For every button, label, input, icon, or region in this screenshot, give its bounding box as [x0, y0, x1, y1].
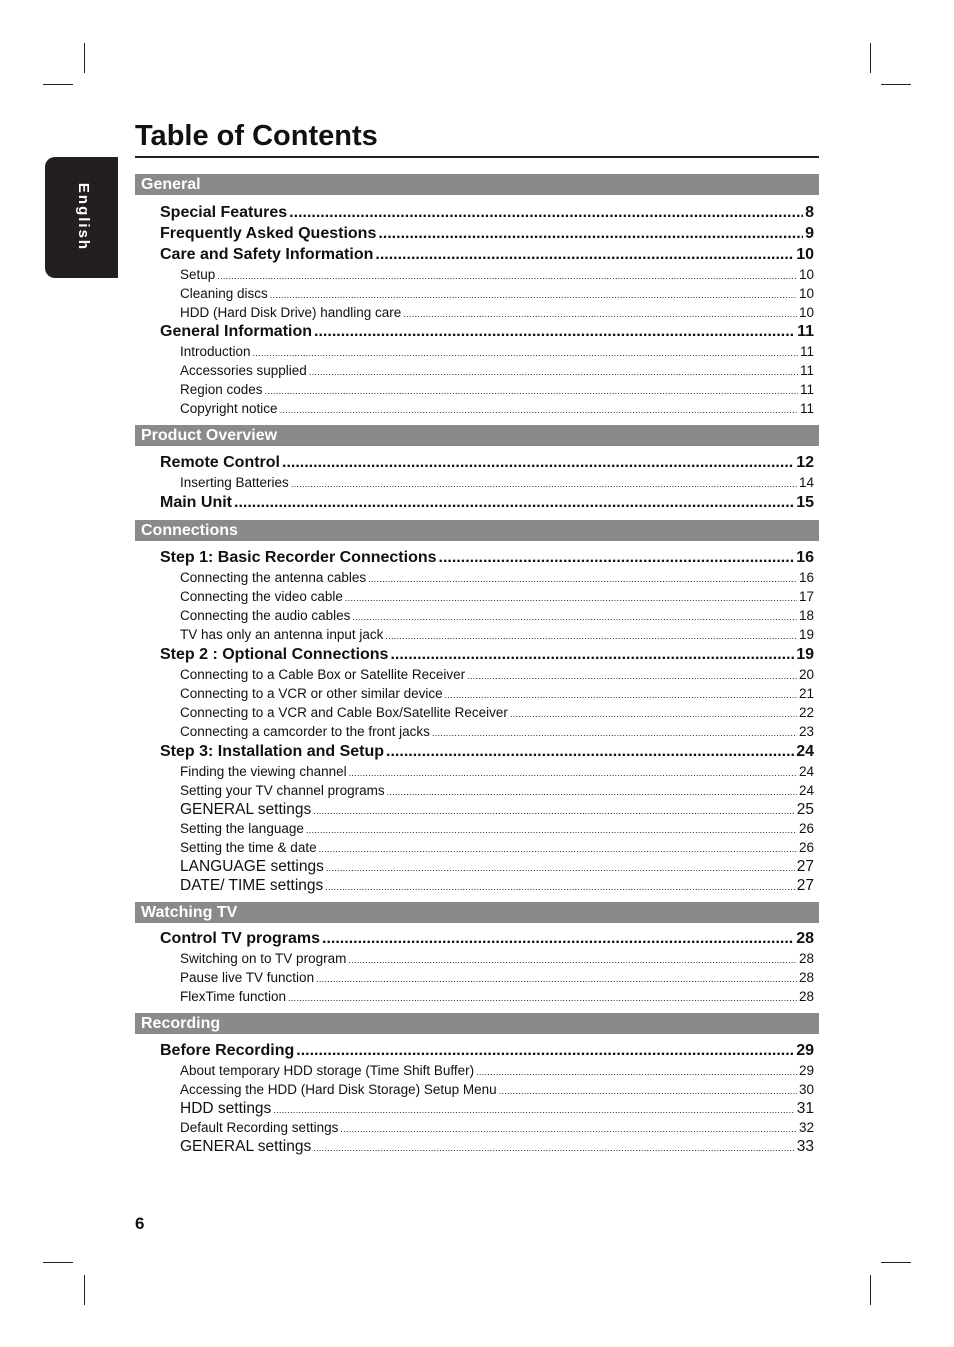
toc-subentry[interactable] — [180, 800, 814, 819]
toc-subentry[interactable] — [180, 266, 814, 284]
crop-mark — [870, 43, 871, 73]
toc-subentry[interactable] — [180, 362, 814, 380]
dot-leader — [322, 929, 794, 949]
dot-leader — [309, 362, 798, 381]
toc-subentry[interactable] — [180, 304, 814, 322]
toc-subentry[interactable] — [180, 820, 814, 838]
toc-entry-title: TV has only an antenna input jack — [180, 627, 384, 642]
toc-entry-title: Step 3: Installation and Setup — [160, 743, 385, 760]
toc-entry-title: Setting the language — [180, 821, 304, 836]
toc-page-number: 28 — [798, 970, 814, 985]
toc-subentry[interactable] — [180, 839, 814, 857]
language-tab — [45, 157, 118, 278]
section-header: Watching TV — [135, 902, 819, 923]
toc-subentry[interactable] — [180, 1119, 814, 1137]
toc-page-number: 27 — [796, 858, 814, 875]
dot-leader — [325, 876, 794, 897]
dot-leader — [476, 1062, 797, 1081]
dot-leader — [313, 800, 795, 821]
dot-leader — [291, 474, 797, 493]
toc-entry[interactable] — [160, 322, 814, 342]
dot-leader — [439, 548, 795, 568]
dot-leader — [313, 1137, 795, 1158]
dot-leader — [282, 453, 794, 473]
toc-entry[interactable] — [160, 203, 814, 223]
toc-entry[interactable] — [160, 493, 814, 513]
toc-page-number: 22 — [798, 705, 814, 720]
dot-leader — [390, 645, 794, 665]
toc-entry-title: Pause live TV function — [180, 970, 315, 985]
toc-entry-title: Main Unit — [160, 494, 232, 511]
toc-entry-title: Connecting the antenna cables — [180, 570, 367, 585]
toc-subentry[interactable] — [180, 588, 814, 606]
title-divider — [135, 156, 819, 158]
toc-subentry[interactable] — [180, 607, 814, 625]
toc-entry-title: HDD (Hard Disk Drive) handling care — [180, 305, 402, 320]
dot-leader — [314, 322, 795, 342]
section-header: Connections — [135, 520, 819, 541]
toc-entry-title: General Information — [160, 323, 313, 340]
toc-subentry[interactable] — [180, 704, 814, 722]
toc-subentry[interactable] — [180, 666, 814, 684]
toc-page-number: 20 — [798, 667, 814, 682]
toc-entry-title: Switching on to TV program — [180, 951, 347, 966]
toc-entry-title: DATE/ TIME settings — [180, 877, 324, 894]
toc-page-number: 27 — [796, 877, 814, 894]
toc-page-number: 25 — [796, 801, 814, 818]
toc-page-number: 29 — [796, 1042, 814, 1059]
dot-leader — [378, 224, 803, 244]
dot-leader — [253, 343, 798, 362]
toc-page-number: 26 — [798, 840, 814, 855]
dot-leader — [296, 1041, 794, 1061]
dot-leader — [273, 1099, 794, 1120]
toc-subentry[interactable] — [180, 381, 814, 399]
toc-entry-title: Remote Control — [160, 454, 280, 471]
dot-leader — [499, 1081, 797, 1100]
toc-subentry[interactable] — [180, 950, 814, 968]
crop-mark — [881, 84, 911, 85]
toc-subentry[interactable] — [180, 763, 814, 781]
toc-entry-title: GENERAL settings — [180, 1138, 312, 1155]
toc-page-number: 24 — [798, 783, 814, 798]
toc-entry-title: LANGUAGE settings — [180, 858, 324, 875]
crop-mark — [84, 1275, 85, 1305]
dot-leader — [280, 400, 798, 419]
toc-entry-title: Region codes — [180, 382, 263, 397]
toc-page-number: 11 — [799, 344, 814, 359]
toc-page-number: 19 — [796, 646, 814, 663]
toc-page-number: 10 — [798, 286, 814, 301]
toc-entry[interactable] — [160, 1041, 814, 1061]
dot-leader — [234, 493, 794, 513]
dot-leader — [349, 763, 797, 782]
toc-subentry[interactable] — [180, 285, 814, 303]
dot-leader — [340, 1119, 797, 1138]
dot-leader — [385, 626, 797, 645]
dot-leader — [387, 782, 797, 801]
toc-entry-title: FlexTime function — [180, 989, 287, 1004]
toc-entry-title: Inserting Batteries — [180, 475, 289, 490]
dot-leader — [432, 723, 797, 742]
section-header: Recording — [135, 1013, 819, 1034]
crop-mark — [43, 84, 73, 85]
toc-entry-title: Accessories supplied — [180, 363, 307, 378]
dot-leader — [265, 381, 798, 400]
toc-page-number: 12 — [796, 454, 814, 471]
toc-page-number: 24 — [796, 743, 814, 760]
toc-entry-title: GENERAL settings — [180, 801, 312, 818]
toc-entry-title: Connecting a camcorder to the front jacks — [180, 724, 430, 739]
toc-page-number: 15 — [796, 494, 814, 511]
toc-page-number: 33 — [796, 1138, 814, 1155]
section-header: Product Overview — [135, 425, 819, 446]
toc-subentry[interactable] — [180, 626, 814, 644]
toc-page-number: 26 — [798, 821, 814, 836]
toc-subentry[interactable] — [180, 569, 814, 587]
crop-mark — [43, 1262, 73, 1263]
dot-leader — [326, 857, 795, 878]
toc-page-number: 17 — [798, 589, 814, 604]
toc-page-number: 10 — [798, 267, 814, 282]
dot-leader — [403, 304, 797, 323]
toc-subentry[interactable] — [180, 969, 814, 987]
toc-page-number: 30 — [798, 1082, 814, 1097]
toc-page-number: 28 — [796, 930, 814, 947]
toc-entry-title: Introduction — [180, 344, 251, 359]
toc-entry-title: Connecting to a VCR or other similar device — [180, 686, 443, 701]
toc-page-number: 28 — [798, 951, 814, 966]
dot-leader — [386, 742, 794, 762]
toc-subentry[interactable] — [180, 1099, 814, 1118]
toc-entry-title: Copyright notice — [180, 401, 278, 416]
dot-leader — [306, 820, 797, 839]
toc-page-number: 14 — [798, 475, 814, 490]
toc-subentry[interactable] — [180, 782, 814, 800]
toc-entry-title: Before Recording — [160, 1042, 295, 1059]
dot-leader — [319, 839, 797, 858]
toc-subentry[interactable] — [180, 857, 814, 876]
toc-entry-title: Special Features — [160, 204, 288, 221]
toc-entry-title: Setting the time & date — [180, 840, 317, 855]
toc-entry-title: HDD settings — [180, 1100, 272, 1117]
dot-leader — [348, 950, 797, 969]
dot-leader — [445, 685, 797, 704]
dot-leader — [510, 704, 797, 723]
toc-entry-title: Setting your TV channel programs — [180, 783, 385, 798]
toc-entry-title: Default Recording settings — [180, 1120, 339, 1135]
toc-entry-title: Accessing the HDD (Hard Disk Storage) Setup Menu — [180, 1082, 497, 1097]
toc-page-number: 9 — [805, 225, 814, 242]
crop-mark — [881, 1262, 911, 1263]
page-title: Table of Contents — [135, 120, 378, 152]
toc-subentry[interactable] — [180, 685, 814, 703]
toc-subentry[interactable] — [180, 988, 814, 1006]
page-number: 6 — [135, 1214, 145, 1233]
dot-leader — [316, 969, 797, 988]
dot-leader — [345, 588, 797, 607]
toc-page-number: 16 — [798, 570, 814, 585]
toc-entry-title: Connecting the video cable — [180, 589, 343, 604]
toc-page-number: 11 — [797, 323, 814, 340]
toc-subentry[interactable] — [180, 343, 814, 361]
toc-subentry[interactable] — [180, 400, 814, 418]
toc-page-number: 29 — [798, 1063, 814, 1078]
language-tab-label: English — [75, 182, 92, 252]
toc-entry-title: Setup — [180, 267, 216, 282]
toc-page-number: 21 — [798, 686, 814, 701]
section-header: General — [135, 174, 819, 195]
toc-page-number: 18 — [798, 608, 814, 623]
toc-entry-title: Cleaning discs — [180, 286, 268, 301]
toc-entry[interactable] — [160, 453, 814, 473]
toc-entry-title: Connecting to a Cable Box or Satellite Receiver — [180, 667, 466, 682]
toc-entry-title: Step 1: Basic Recorder Connections — [160, 549, 437, 566]
dot-leader — [368, 569, 797, 588]
toc-subentry[interactable] — [180, 1062, 814, 1080]
dot-leader — [270, 285, 797, 304]
toc-page-number: 11 — [799, 382, 814, 397]
toc-entry[interactable] — [160, 742, 814, 762]
toc-entry-title: Frequently Asked Questions — [160, 225, 377, 242]
toc-entry[interactable] — [160, 645, 814, 665]
toc-page-number: 28 — [798, 989, 814, 1004]
toc-page-number: 32 — [798, 1120, 814, 1135]
dot-leader — [289, 203, 803, 223]
toc-entry[interactable] — [160, 224, 814, 244]
toc-page-number: 10 — [798, 305, 814, 320]
dot-leader — [352, 607, 797, 626]
toc-entry-title: Connecting to a VCR and Cable Box/Satellite Receiver — [180, 705, 508, 720]
toc-subentry[interactable] — [180, 1081, 814, 1099]
toc-page-number: 8 — [805, 204, 814, 221]
toc-entry-title: Care and Safety Information — [160, 246, 374, 263]
toc-page-number: 24 — [798, 764, 814, 779]
toc-entry[interactable] — [160, 929, 814, 949]
crop-mark — [870, 1275, 871, 1305]
toc-entry-title: Finding the viewing channel — [180, 764, 347, 779]
toc-subentry[interactable] — [180, 723, 814, 741]
toc-page-number: 10 — [796, 246, 814, 263]
toc-entry[interactable] — [160, 245, 814, 265]
toc-entry-title: Connecting the audio cables — [180, 608, 351, 623]
toc-entry[interactable] — [160, 548, 814, 568]
toc-page-number: 16 — [796, 549, 814, 566]
toc-page-number: 19 — [798, 627, 814, 642]
toc-entry-title: About temporary HDD storage (Time Shift Buffer) — [180, 1063, 475, 1078]
crop-mark — [84, 43, 85, 73]
toc-subentry[interactable] — [180, 876, 814, 895]
dot-leader — [467, 666, 797, 685]
toc-entry-title: Step 2 : Optional Connections — [160, 646, 389, 663]
dot-leader — [375, 245, 794, 265]
toc-page-number: 11 — [799, 401, 814, 416]
toc-subentry[interactable] — [180, 474, 814, 492]
toc-entry-title: Control TV programs — [160, 930, 321, 947]
dot-leader — [217, 266, 797, 285]
toc-subentry[interactable] — [180, 1137, 814, 1156]
toc-page-number: 31 — [796, 1100, 814, 1117]
toc-page-number: 23 — [798, 724, 814, 739]
dot-leader — [288, 988, 797, 1007]
toc-page-number: 11 — [799, 363, 814, 378]
